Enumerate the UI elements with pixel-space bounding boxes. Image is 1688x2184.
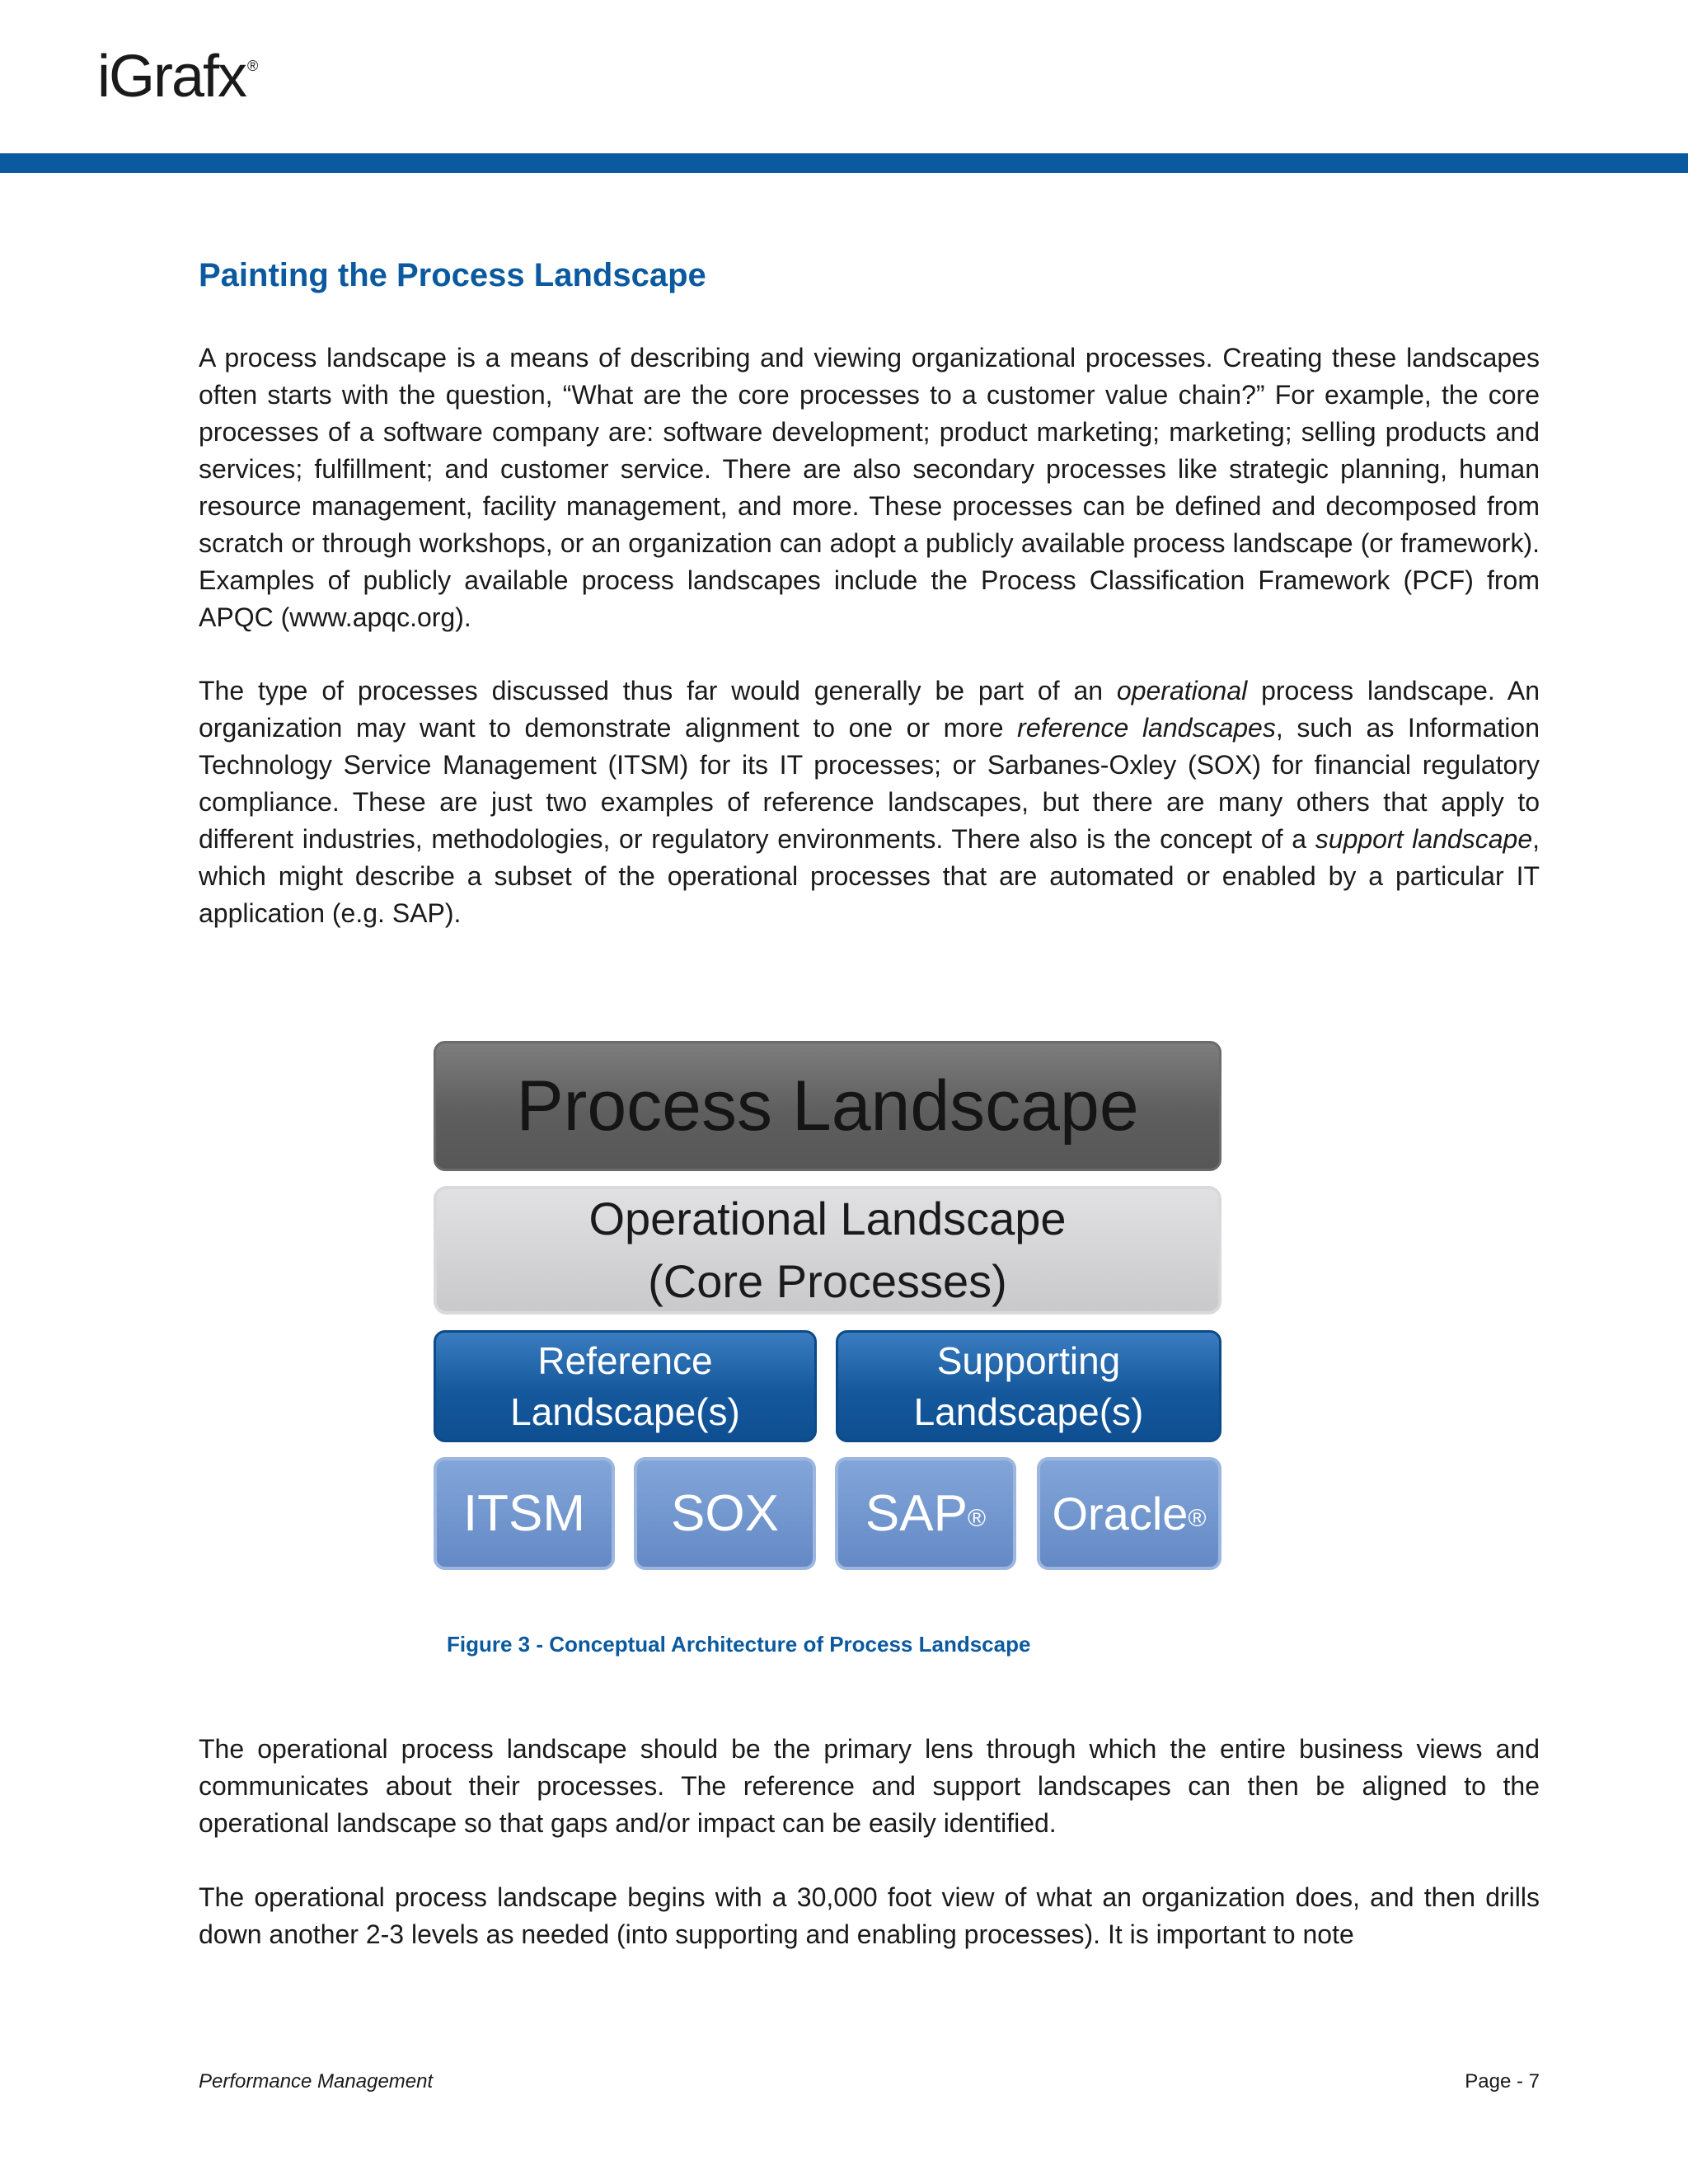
- paragraph-2: [199, 673, 1540, 932]
- paragraph-1: A process landscape is a means of describing and viewing organizational processes. Creating these landscapes often starts with the question, “What are the core processes to a customer value chain?” For example, the core processes of a software company are: software development; product marketing; marketing; selling products and services; fulfillment; and customer service. There are also secondary processes like strategic planning, human resource management, facility management, and more. These processes can be defined and decomposed from scratch or through workshops, or an organization can adopt a publicly available process landscape (or framework). Examples of publicly available process landscapes include the Process Classification Framework (PCF) from APQC (www.apqc.org).: [199, 343, 1540, 632]
- sap-registered-mark: ®: [967, 1504, 987, 1532]
- reference-landscapes-label: Landscape(s): [510, 1390, 740, 1433]
- section-title: Painting the Process Landscape: [199, 257, 706, 293]
- process-landscape-label: Process Landscape: [516, 1066, 1139, 1146]
- paragraph-2-text-g: , which might describe a subset of the operational processes that are automated or enabled by a particular IT application (e.g. SAP).: [199, 824, 1540, 928]
- footer-page-number: Page - 7: [1465, 2070, 1540, 2093]
- operational-landscape-label: Operational Landscape: [588, 1193, 1067, 1244]
- itsm-box: [434, 1457, 615, 1570]
- oracle-box: [1037, 1457, 1221, 1570]
- supporting-landscapes-label: Landscape(s): [913, 1390, 1144, 1433]
- logo-registered-mark: ®: [247, 58, 257, 74]
- supporting-label: Supporting: [936, 1339, 1121, 1382]
- operational-landscape-box: [434, 1186, 1221, 1315]
- figure-caption: Figure 3 - Conceptual Architecture of Process Landscape: [447, 1632, 1031, 1657]
- itsm-label: ITSM: [462, 1485, 586, 1542]
- logo-text: iGrafx: [97, 44, 246, 110]
- supporting-landscape-box: [836, 1330, 1221, 1442]
- paragraph-2-italic-support: support landscape: [1315, 824, 1533, 854]
- header-accent-bar: [0, 153, 1688, 173]
- paragraph-2-text-a: The type of processes discussed thus far would generally be part of an: [199, 676, 1117, 705]
- paragraph-2-italic-operational: operational: [1116, 676, 1248, 705]
- oracle-registered-mark: ®: [1188, 1504, 1207, 1532]
- paragraph-2-italic-reference: reference landscapes: [1017, 713, 1276, 743]
- sox-label: SOX: [671, 1485, 779, 1542]
- sap-box: [835, 1457, 1016, 1570]
- oracle-label: Oracle: [1052, 1488, 1189, 1540]
- paragraph-2-text-c: process landscape. An organization may want to demonstrate alignment to one or more: [199, 676, 1540, 743]
- reference-label: Reference: [537, 1339, 713, 1382]
- sap-label: SAP: [865, 1485, 968, 1542]
- paragraph-4: The operational process landscape begins with a 30,000 foot view of what an organization does, and then drills down another 2-3 levels as needed (into supporting and enabling processes). It is important to note: [199, 1882, 1540, 1949]
- process-landscape-box: [434, 1041, 1221, 1171]
- paragraph-2-text-e: , such as Information Technology Service Management (ITSM) for its IT processes; or Sarbanes-Oxley (SOX) for financial regulatory compliance. These are just two examples of reference landscapes, but there are many others that apply to different industries, methodologies, or regulatory environments. There also is the concept of a: [199, 713, 1540, 854]
- sox-box: [634, 1457, 816, 1570]
- igrafx-logo: [97, 43, 256, 110]
- paragraph-3: The operational process landscape should be the primary lens through which the entire business views and communicates about their processes. The reference and support landscapes can then be aligned to the operational landscape so that gaps and/or impact can be easily identified.: [199, 1734, 1540, 1838]
- footer-document-title: Performance Management: [199, 2070, 434, 2093]
- core-processes-label: (Core Processes): [648, 1255, 1007, 1307]
- reference-landscape-box: [434, 1330, 817, 1442]
